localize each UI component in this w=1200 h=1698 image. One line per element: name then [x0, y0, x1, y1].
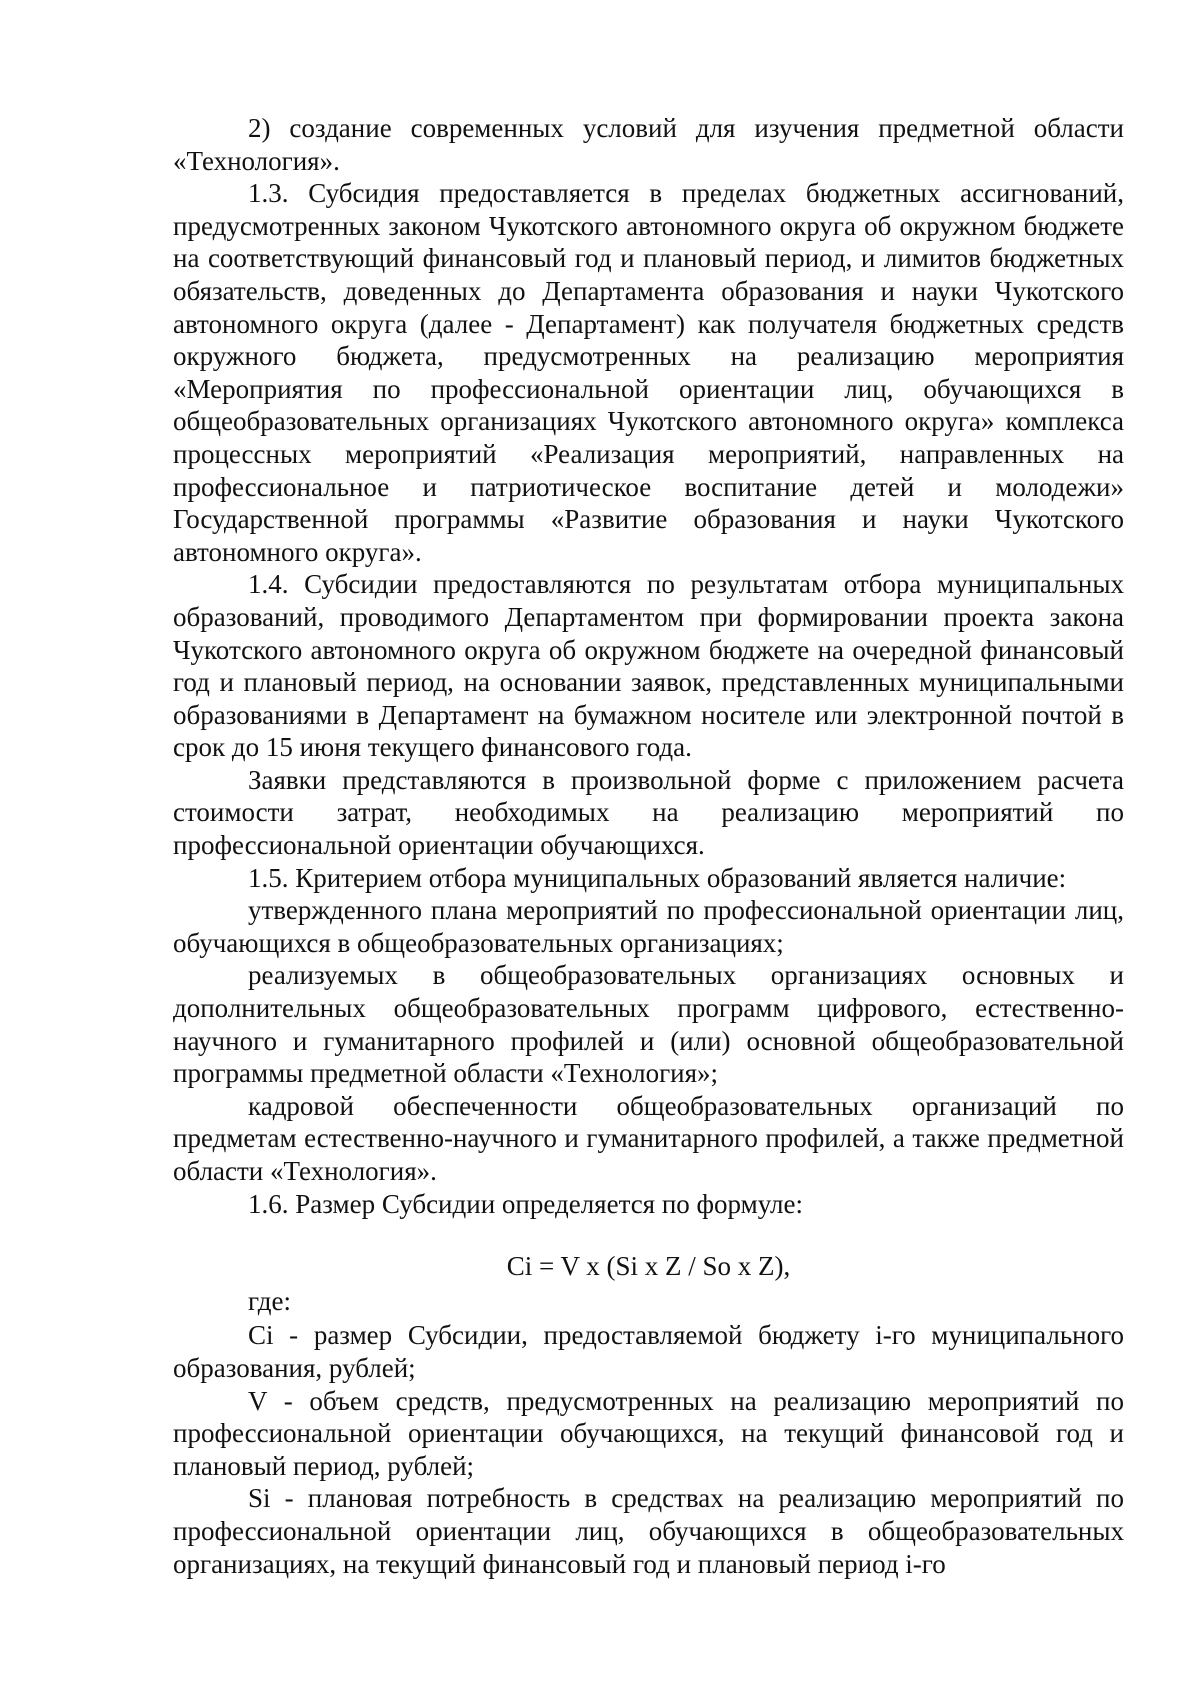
- formula-where-label: где:: [248, 1285, 291, 1316]
- definition-si: Si - плановая потребность в средствах на реализацию мероприятий по профессиональной ориентации лиц, обучающихся в общеобразовательных организациях, на текущий финансовый год и плановый период i-го: [173, 1483, 1124, 1579]
- subsidy-formula: Ci = V x (Si x Z / So x Z),: [506, 1251, 791, 1282]
- paragraph-applications: Заявки представляются в произвольной форме с приложением расчета стоимости затрат, необходимых на реализацию мероприятий по профессиональной ориентации обучающихся.: [173, 764, 1124, 861]
- paragraph-1-5: 1.5. Критерием отбора муниципальных образований является наличие:: [248, 862, 1067, 893]
- paragraph-1-6: 1.6. Размер Субсидии определяется по формуле:: [248, 1188, 803, 1219]
- definition-v: V - объем средств, предусмотренных на реализацию мероприятий по профессиональной ориентации обучающихся, на текущий финансовой год и плановый период, рублей;: [173, 1385, 1124, 1481]
- criterion-staffing: кадровой обеспеченности общеобразовательных организаций по предметам естественно-научного и гуманитарного профилей, а также предметной области «Технология».: [173, 1090, 1124, 1186]
- criterion-programs: реализуемых в общеобразовательных организациях основных и дополнительных общеобразовательных программ цифрового, естественно-научного и гуманитарного профилей и (или) основной общеобразовательной программы предметной области «Технология»;: [173, 960, 1124, 1089]
- paragraph-item-2: 2) создание современных условий для изучения предметной области «Технология».: [173, 113, 1124, 176]
- paragraph-1-3: 1.3. Субсидия предоставляется в пределах бюджетных ассигнований, предусмотренных законом Чукотского автономного округа об окружном бюджете на соответствующий финансовый год и плановый период, и лимитов бюджетных обязательств, доведенных до Департамента образования и науки Чукотского автономного округа (далее - Департамент) как получателя бюджетных средств окружного бюджета, предусмотренных на реализацию мероприятия «Мероприятия по профессиональной ориентации лиц, обучающихся в общеобразовательных организациях Чукотского автономного округа» комплекса процессных мероприятий «Реализация мероприятий, направленных на профессиональное и патриотическое воспитание детей и молодежи» Государственной программы «Развитие образования и науки Чукотского автономного округа».: [173, 178, 1124, 567]
- paragraph-1-4: 1.4. Субсидии предоставляются по результатам отбора муниципальных образований, проводимого Департаментом при формировании проекта закона Чукотского автономного округа об окружном бюджете на очередной финансовый год и плановый период, на основании заявок, представленных муниципальными образованиями в Департамент на бумажном носителе или электронной почтой в срок до 15 июня текущего финансового года.: [173, 569, 1124, 763]
- criterion-plan: утвержденного плана мероприятий по профессиональной ориентации лиц, обучающихся в общеобразовательных организациях;: [173, 895, 1124, 958]
- definition-ci: Ci - размер Субсидии, предоставляемой бюджету i-го муниципального образования, рублей;: [173, 1320, 1124, 1383]
- document-body: [173, 112, 1124, 1580]
